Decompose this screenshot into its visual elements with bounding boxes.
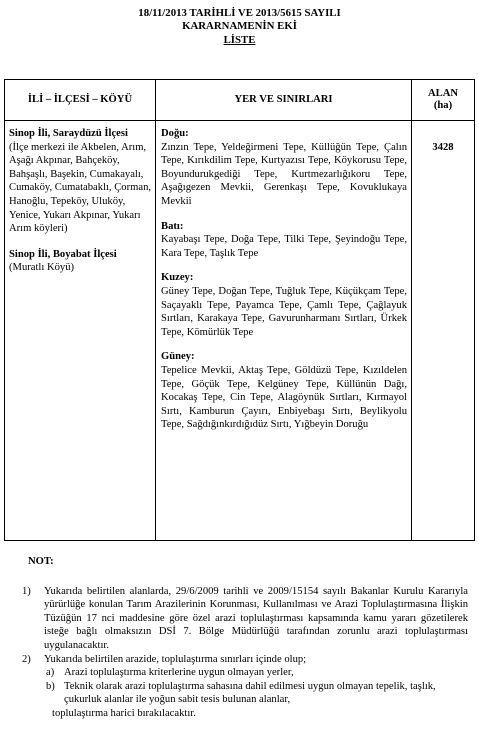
table-header-row (5, 80, 475, 121)
notes-section (4, 555, 474, 721)
col-header-area (412, 80, 475, 121)
note-2-number: 2) (22, 653, 31, 665)
liste-table (4, 79, 475, 541)
boundaries-cell (156, 121, 412, 541)
area-cell: 3428 (412, 121, 475, 541)
header-line-3: LİSTE (223, 33, 256, 46)
direction-west-title: Batı: (161, 220, 184, 232)
sub-b-label: b) (46, 680, 55, 692)
direction-east-title: Doğu: (161, 128, 189, 139)
col-header-location: İLİ – İLÇESİ – KÖYÜ (5, 80, 156, 121)
document-header (0, 7, 479, 47)
direction-south-title: Güney: (161, 351, 195, 363)
note-2-sub-b (4, 680, 474, 707)
col-header-boundaries: YER VE SINIRLARI (156, 80, 412, 121)
sub-a-text: Arazi toplulaştırma kriterlerine uygun olmayan yerler, (64, 667, 294, 679)
direction-north-text: Güney Tepe, Doğan Tepe, Tuğluk Tepe, Küçükçam Tepe, Saçayaklı Tepe, Payamca Tepe, Çamlı Tepe, Çağlayuk Sırtları, Karakaya Tepe, Gavurunharmanı Sırtları, Ürkek Tepe, Kömürlük Tepe (161, 285, 407, 338)
note-item-2 (4, 653, 474, 667)
direction-north (161, 271, 407, 339)
col-header-area-line1: ALAN (427, 88, 459, 99)
place-2-title: Sinop İli, Boyabat İlçesi (9, 248, 117, 260)
note-1-number: 1) (22, 585, 31, 597)
note-1-text: Yukarıda belirtilen alanlarda, 29/6/2009 tarihli ve 2009/15154 sayılı Bakanlar Kurulu Kararıyla yürürlüğe konulan Tarım Arazilerinin Korunması, Kullanılması ve Arazi Toplulaştırmasına İlişkin Tüzüğün 17 nci maddesine göre özel arazi toplulaştırması kapsamında kamu yararı gözetilerek isteğe bağlı olmaksızın DSİ 7. Bölge Müdürlüğü tarafından zorunlu arazi toplulaştırması uygulanacaktır. (44, 585, 468, 651)
place-1-text: (İlçe merkezi ile Akbelen, Arım, Aşağı Akpınar, Bahçeköy, Bahşaşlı, Başekin, Cumakayalı, Cumaköy, Cumatabaklı, Çorman, Hanoğlu, Tepeköy, Uluköy, Yenice, Yukarı Akpınar, Yukarı Arım köyleri) (9, 141, 152, 235)
place-2-text: (Muratlı Köyü) (9, 262, 75, 274)
note-item-1 (4, 585, 474, 653)
direction-east-text: Zınzın Tepe, Yeldeğirmeni Tepe, Küllüğün Tepe, Çalın Tepe, Kırıkdilim Tepe, Kurtyazısı Tepe, Köykorusu Tepe, Boyundurukgediği Tepe, Kurtmezarlığıkoru Tepe, Aşağıgezen Mevkii, Gerenkaşı Tepe, Kovuklukaya Mevkii (161, 141, 407, 207)
direction-west-text: Kayabaşı Tepe, Doğa Tepe, Tilki Tepe, Şeyindoğu Tepe, Kara Tepe, Taşlık Tepe (161, 234, 407, 259)
notes-tail: toplulaştırma harici bırakılacaktır. (52, 707, 196, 719)
direction-west (161, 220, 407, 261)
sub-a-label: a) (46, 667, 55, 679)
notes-title: NOT: (28, 556, 54, 567)
direction-east (161, 127, 407, 209)
direction-north-title: Kuzey: (161, 272, 194, 284)
header-line-1: 18/11/2013 TARİHLİ VE 2013/5615 SAYILI (138, 7, 341, 19)
location-cell (5, 121, 156, 541)
col-header-area-line2: (ha) (433, 100, 453, 111)
note-2-sub-a (4, 666, 474, 680)
header-line-2: KARARNAMENİN EKİ (182, 20, 297, 33)
direction-south-text: Tepelice Mevkii, Aktaş Tepe, Göldüzü Tepe, Kızıldelen Tepe, Göçük Tepe, Kelgüney Tepe, Küllünün Dağı, Kocakaş Tepe, Cin Tepe, Alagöynük Sırtları, Kırmayol Sırtı, Kamburun Çayırı, Enbiyebaşı Sırtı, Beylikyolu Tepe, Sağdığınkırdığıdüz Sırtı, Yığbeyin Doruğu (161, 364, 407, 431)
note-2-text: Yukarıda belirtilen arazide, toplulaştırma sınırları içinde olup; (44, 653, 307, 665)
direction-south (161, 350, 407, 432)
table-row (5, 121, 475, 541)
place-1-title: Sinop İli, Saraydüzü İlçesi (9, 128, 128, 139)
sub-b-text: Teknik olarak arazi toplulaştırma sahasına dahil edilmesi uygun olmayan tepelik, taşlık, çukurluk alanlar ile yoğun sabit tesis bulunan alanlar, (64, 680, 436, 706)
